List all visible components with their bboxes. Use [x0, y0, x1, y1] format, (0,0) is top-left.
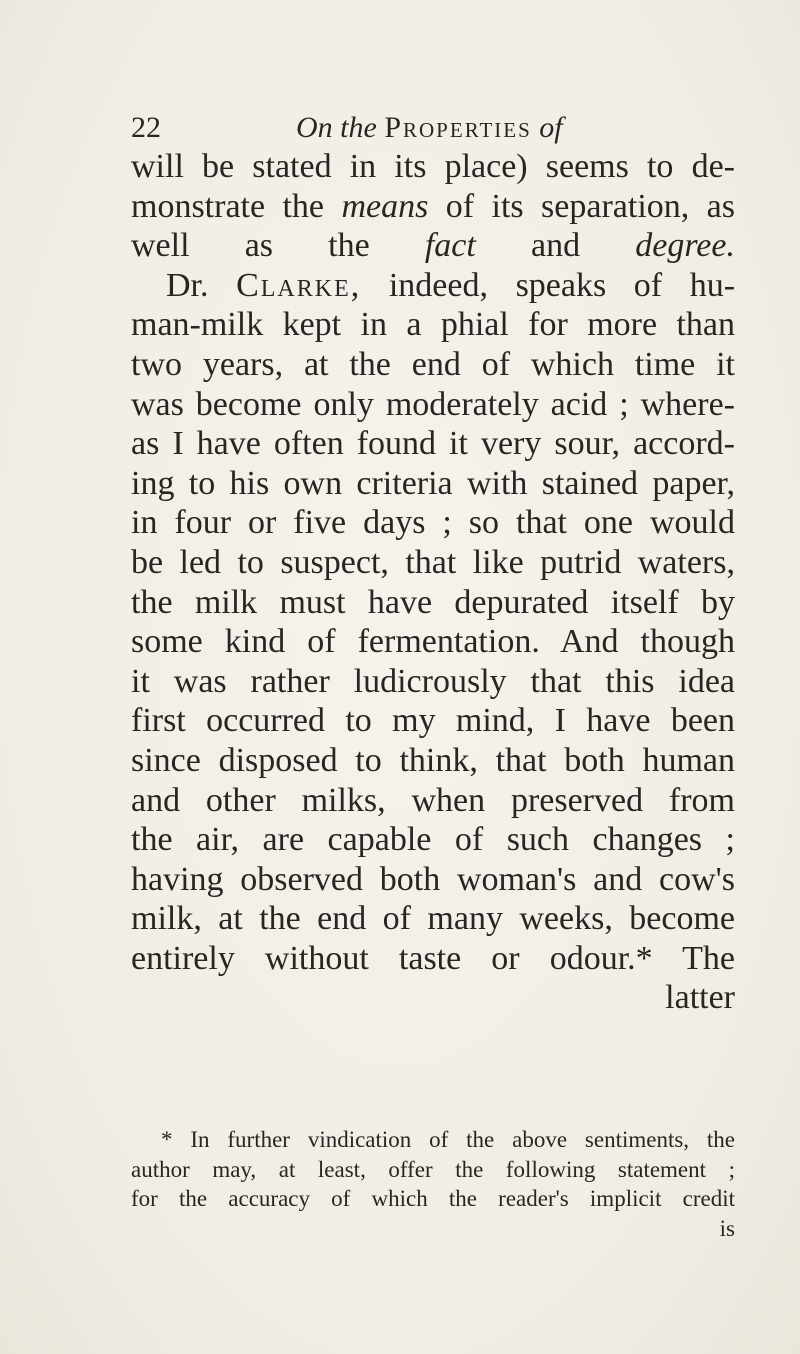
- footnote-line: author may, at least, offer the following statement ;: [131, 1156, 735, 1182]
- footnote: [131, 1125, 735, 1243]
- text-line: was become only moderately acid ; where-: [131, 385, 735, 423]
- text-line: be led to suspect, that like putrid waters,: [131, 543, 735, 581]
- italic-word: means: [341, 187, 429, 225]
- text-span: monstrate the: [131, 187, 325, 225]
- text-line: will be stated in its place) seems to de-: [131, 148, 735, 185]
- running-title-of: of: [539, 111, 563, 144]
- text-line: since disposed to think, that both human: [131, 741, 735, 779]
- text-line: ing to his own criteria with stained paper,: [131, 464, 735, 502]
- catchword: latter: [665, 979, 735, 1017]
- text-line: in four or five days ; so that one would: [131, 504, 735, 542]
- text-line: [131, 226, 735, 266]
- text-span: indeed, speaks of hu-: [388, 266, 736, 304]
- running-title: [296, 104, 563, 152]
- text-span: well as the: [131, 227, 370, 265]
- italic-word: fact: [424, 227, 476, 265]
- text-line: and other milks, when preserved from: [131, 781, 735, 819]
- text-line: the milk must have depurated itself by: [131, 583, 735, 621]
- text-line: having observed both woman's and cow's: [131, 860, 735, 898]
- text-span: and: [531, 227, 581, 265]
- running-title-italic: On the: [296, 111, 377, 144]
- text-line: the air, are capable of such changes ;: [131, 821, 735, 859]
- text-line: milk, at the end of many weeks, become: [131, 900, 735, 938]
- text-line: [131, 266, 735, 306]
- smallcaps-name: Clarke,: [236, 266, 362, 304]
- text-line: some kind of fermentation. And though: [131, 623, 735, 661]
- text-span: of its separation, as: [445, 187, 735, 225]
- footnote-catchword: is: [719, 1215, 735, 1241]
- running-title-smallcaps: Properties: [384, 111, 532, 144]
- footnote-line: for the accuracy of which the reader's implicit credit: [131, 1186, 735, 1211]
- text-line: first occurred to my mind, I have been: [131, 702, 735, 740]
- text-line: it was rather ludicrously that this idea: [131, 662, 735, 700]
- text-line: [131, 187, 735, 227]
- page-number: 22: [131, 111, 161, 144]
- text-line: as I have often found it very sour, accord-: [131, 425, 735, 463]
- running-head: [131, 104, 563, 152]
- text-span: Dr.: [166, 266, 209, 304]
- text-line: entirely without taste or odour.* The: [131, 939, 735, 977]
- italic-word: degree.: [635, 227, 735, 265]
- text-line: two years, at the end of which time it: [131, 345, 735, 383]
- footnote-line: * In further vindication of the above sentiments, the: [161, 1127, 735, 1152]
- text-line: man-milk kept in a phial for more than: [131, 306, 735, 344]
- body-text: [131, 147, 735, 1018]
